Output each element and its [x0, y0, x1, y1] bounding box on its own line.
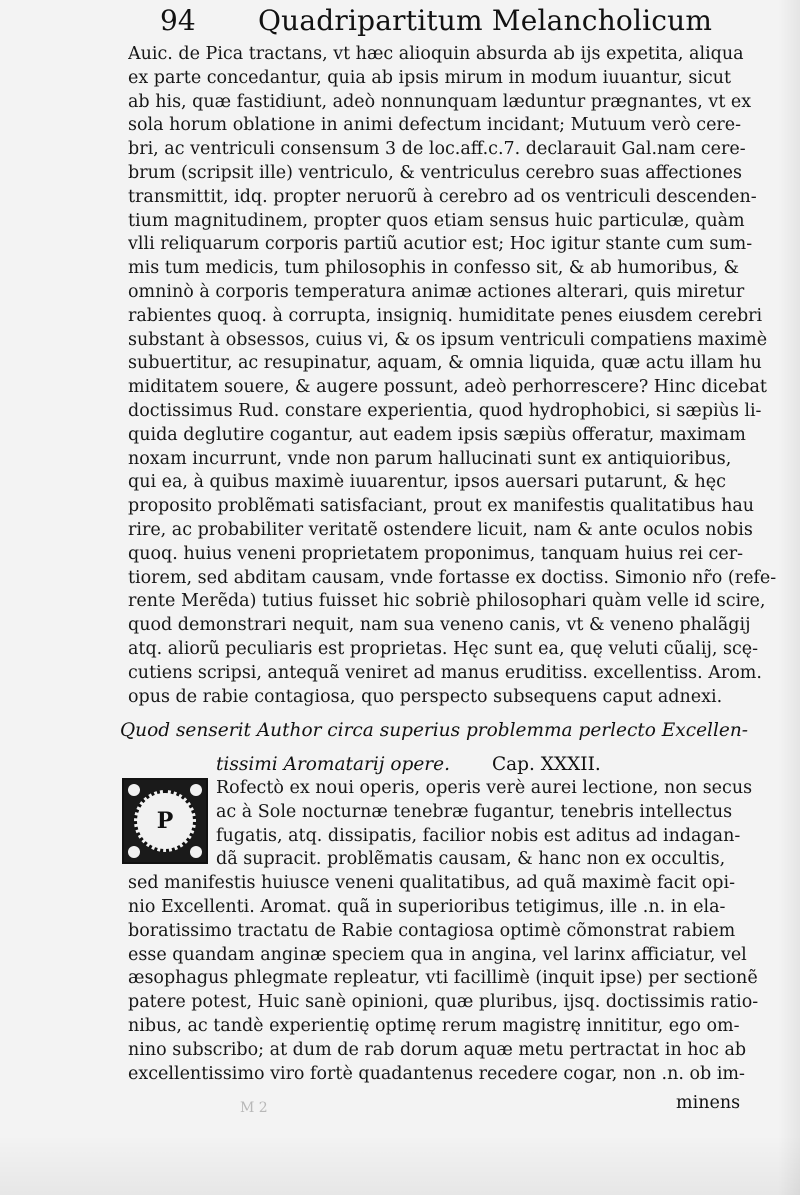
- body-line: subuertitur, ac resupinatur, aquam, & omnia liquida, quæ actu illam hu: [128, 353, 762, 374]
- chapter-body-line: nibus, ac tandè experientię optimę rerum magistrę innititur, ego om-: [128, 1016, 740, 1036]
- body-line: miditatem souere, & augere possunt, adeò perhorrescere? Hinc dicebat: [128, 377, 767, 398]
- chapter-body-line: patere potest, Huic sanè opinioni, quæ pluribus, ijsq. doctissimis ratio-: [128, 992, 759, 1013]
- chapter-body-line: æsophagus phlegmate repleatur, vti facillimè (inquit ipse) per sectionẽ: [128, 968, 758, 989]
- body-line: Auic. de Pica tractans, vt hæc alioquin absurda ab ijs expetita, aliqua: [128, 44, 744, 64]
- chapter-body-line: dã supracit. problẽmatis causam, & hanc non ex occultis,: [216, 849, 726, 870]
- body-line: ex parte concedantur, quia ab ipsis mirum in modum iuuantur, sicut: [128, 67, 732, 88]
- body-text: [128, 44, 788, 712]
- chapter-body-line: ac à Sole nocturnæ tenebræ fugantur, tenebris intellectus: [216, 801, 733, 822]
- body-line: tiorem, sed abditam causam, vnde fortasse ex doctiss. Simonio nr̃o (refe-: [128, 567, 777, 588]
- body-line: mis tum medicis, tum philosophis in confesso sit, & ab humoribus, &: [128, 258, 740, 279]
- chapter-heading-line-1: Quod senserit Author circa superius problemma perlecto Excellen-: [120, 720, 748, 741]
- body-line: quod demonstrari nequit, nam sua veneno canis, vt & veneno phalãgij: [128, 615, 751, 636]
- body-line: omninò à corporis temperatura animæ actiones alterari, quis miretur: [128, 282, 745, 302]
- body-line: doctissimus Rud. constare experientia, quod hydrophobici, si sæpiùs li-: [128, 401, 762, 421]
- body-line: opus de rabie contagiosa, quo perspecto subsequens caput adnexi.: [128, 686, 723, 707]
- body-line: substant à obsessos, cuius vi, & os ipsum ventriculi compatiens maximè: [128, 329, 768, 350]
- body-line: cutiens scripsi, antequã veniret ad manus eruditiss. excellentiss. Arom.: [128, 662, 762, 683]
- body-line: atq. aliorũ peculiaris est proprietas. Hęc sunt ea, quę veluti cũalij, scę-: [128, 639, 759, 659]
- body-line: qui ea, à quibus maximè iuuarentur, ipsos auersari putarunt, & hęc: [128, 472, 726, 493]
- chapter-body-line: boratissimo tractatu de Rabie contagiosa optimè cõmonstrat rabiem: [128, 920, 736, 941]
- chapter-body-text: [122, 778, 782, 1098]
- chapter-body-line: nio Excellenti. Aromat. quã in superioribus tetigimus, ille .n. in ela-: [128, 897, 726, 917]
- signature-mark: M 2: [240, 1100, 268, 1116]
- chapter-heading-line-2: tissimi Aromatarij opere.: [216, 754, 450, 775]
- drop-cap-letter: P: [156, 808, 174, 834]
- body-line: noxam incurrunt, vnde non parum hallucinati sunt ex antiquioribus,: [128, 448, 732, 469]
- chapter-body-line: Rofectò ex noui operis, operis verè aurei lectione, non secus: [216, 778, 753, 798]
- chapter-body-line: fugatis, atq. dissipatis, facilior nobis est aditus ad indagan-: [216, 825, 741, 846]
- body-line: ab his, quæ fastidiunt, adeò nonnunquam læduntur prægnantes, vt ex: [128, 91, 752, 112]
- page-number: 94: [160, 4, 196, 37]
- chapter-body-line: sed manifestis huiusce veneni qualitatibus, ad quã maximè facit opi-: [128, 873, 735, 894]
- body-line: tium magnitudinem, propter quos etiam sensus huic particulæ, quàm: [128, 210, 745, 231]
- chapter-body-line: excellentissimo viro fortè quadantenus recedere cogar, non .n. ob im-: [128, 1063, 745, 1084]
- body-line: transmittit, idq. propter neruorũ à cerebro ad os ventriculi descenden-: [128, 186, 757, 207]
- chapter-body-line: nino subscribo; at dum de rab dorum aquæ metu pertractat in hoc ab: [128, 1039, 747, 1060]
- running-head: [160, 4, 713, 48]
- body-line: bri, ac ventriculi consensum 3 de loc.aff.c.7. declarauit Gal.nam cere-: [128, 139, 746, 160]
- catchword: minens: [676, 1093, 741, 1113]
- body-line: sola horum oblatione in animi defectum incidant; Mutuum verò cere-: [128, 115, 742, 136]
- chapter-body-line: esse quandam anginæ speciem qua in angina, vel larinx afficiatur, vel: [128, 944, 747, 965]
- page-bottom-shadow: [0, 1135, 800, 1195]
- body-line: proposito problẽmati satisfaciant, prout ex manifestis qualitatibus hau: [128, 496, 755, 517]
- body-line: vlli reliquarum corporis partiũ acutior est; Hoc igitur stante cum sum-: [128, 234, 753, 255]
- body-line: rire, ac probabiliter veritatẽ ostendere licuit, nam & ante oculos nobis: [128, 520, 753, 540]
- running-title: Quadripartitum Melancholicum: [258, 4, 713, 37]
- body-line: quida deglutire cogantur, aut eadem ipsis sæpiùs offeratur, maximam: [128, 424, 746, 445]
- chapter-label: Cap. XXXII.: [492, 754, 601, 775]
- body-line: rabientes quoq. à corrupta, insigniq. humiditate penes eiusdem cerebri: [128, 305, 763, 326]
- body-line: quoq. huius veneni proprietatem proponimus, tanquam huius rei cer-: [128, 543, 743, 564]
- body-line: rente Merẽda) tutius fuisset hic sobriè philosophari quàm velle id scire,: [128, 591, 766, 612]
- body-line: brum (scripsit ille) ventriculo, & ventriculus cerebro suas affectiones: [128, 163, 743, 183]
